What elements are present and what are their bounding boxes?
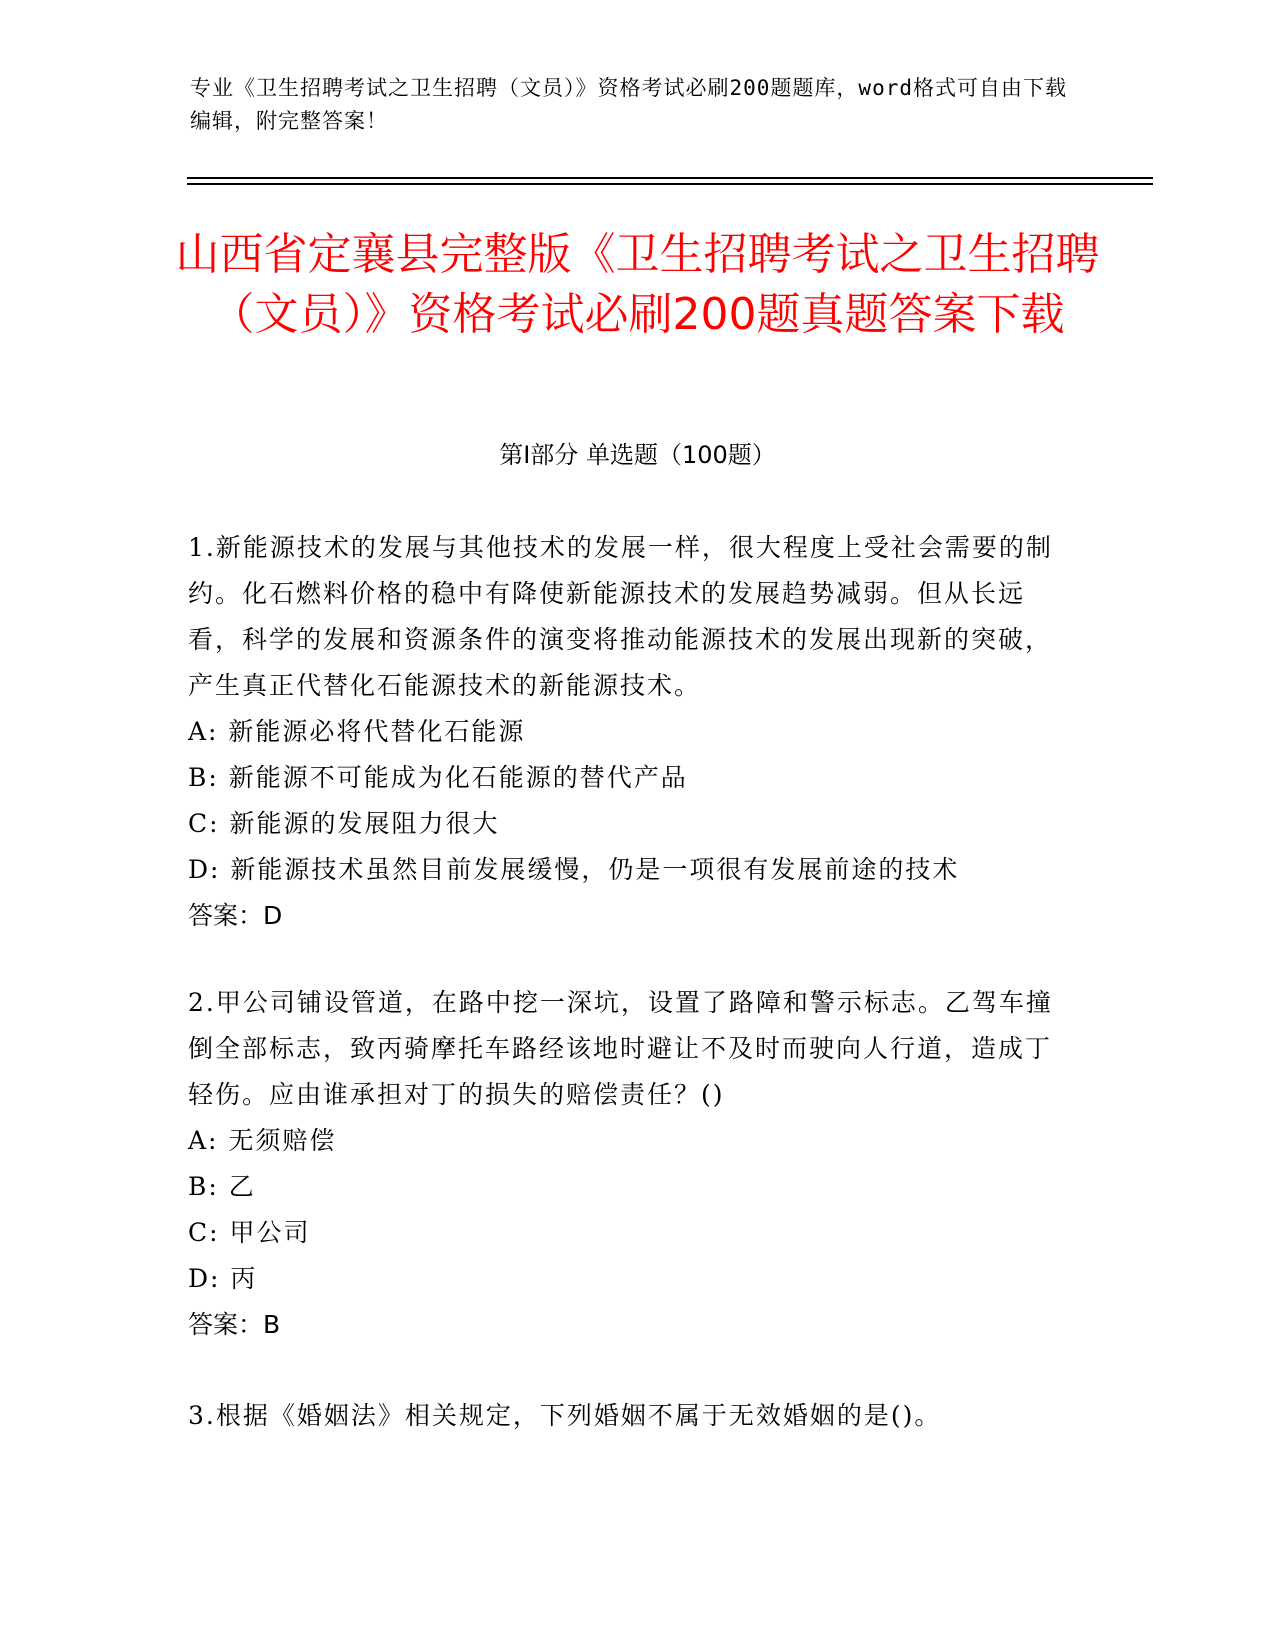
header-text: 专业《卫生招聘考试之卫生招聘（文员）》资格考试必刷200题题库，word格式可自由下载编辑，附完整答案！: [190, 76, 1067, 133]
header-divider-bottom: [187, 183, 1153, 185]
header-divider-top: [187, 177, 1153, 179]
option-c: C: 甲公司: [188, 1218, 311, 1247]
question-1: [188, 525, 1068, 939]
option-c: C: 新能源的发展阻力很大: [188, 809, 500, 838]
answer: 答案：B: [188, 1310, 281, 1339]
document-title: 山西省定襄县完整版《卫生招聘考试之卫生招聘（文员）》资格考试必刷200题真题答案下载: [175, 229, 1100, 340]
option-a: A: 无须赔偿: [188, 1126, 337, 1155]
section-title: 第Ⅰ部分 单选题（100题）: [499, 441, 776, 469]
question-stem: 1.新能源技术的发展与其他技术的发展一样，很大程度上受社会需要的制约。化石燃料价格的稳中有降使新能源技术的发展趋势减弱。但从长远看，科学的发展和资源条件的演变将推动能源技术的发展出现新的突破，产生真正代替化石能源技术的新能源技术。: [188, 533, 1053, 700]
option-d: D: 新能源技术虽然目前发展缓慢，仍是一项很有发展前途的技术: [188, 855, 960, 884]
option-d: D: 丙: [188, 1264, 258, 1293]
question-3: [188, 1393, 1068, 1439]
option-b: B: 乙: [188, 1172, 256, 1201]
option-b: B: 新能源不可能成为化石能源的替代产品: [188, 763, 688, 792]
question-stem: 2.甲公司铺设管道，在路中挖一深坑，设置了路障和警示标志。乙驾车撞倒全部标志，致丙骑摩托车路经该地时避让不及时而驶向人行道，造成丁轻伤。应由谁承担对丁的损失的赔偿责任？(): [188, 988, 1053, 1109]
answer: 答案：D: [188, 901, 283, 930]
question-2: [188, 980, 1068, 1348]
question-stem: 3.根据《婚姻法》相关规定，下列婚姻不属于无效婚姻的是()。: [188, 1401, 942, 1430]
option-a: A: 新能源必将代替化石能源: [188, 717, 526, 746]
